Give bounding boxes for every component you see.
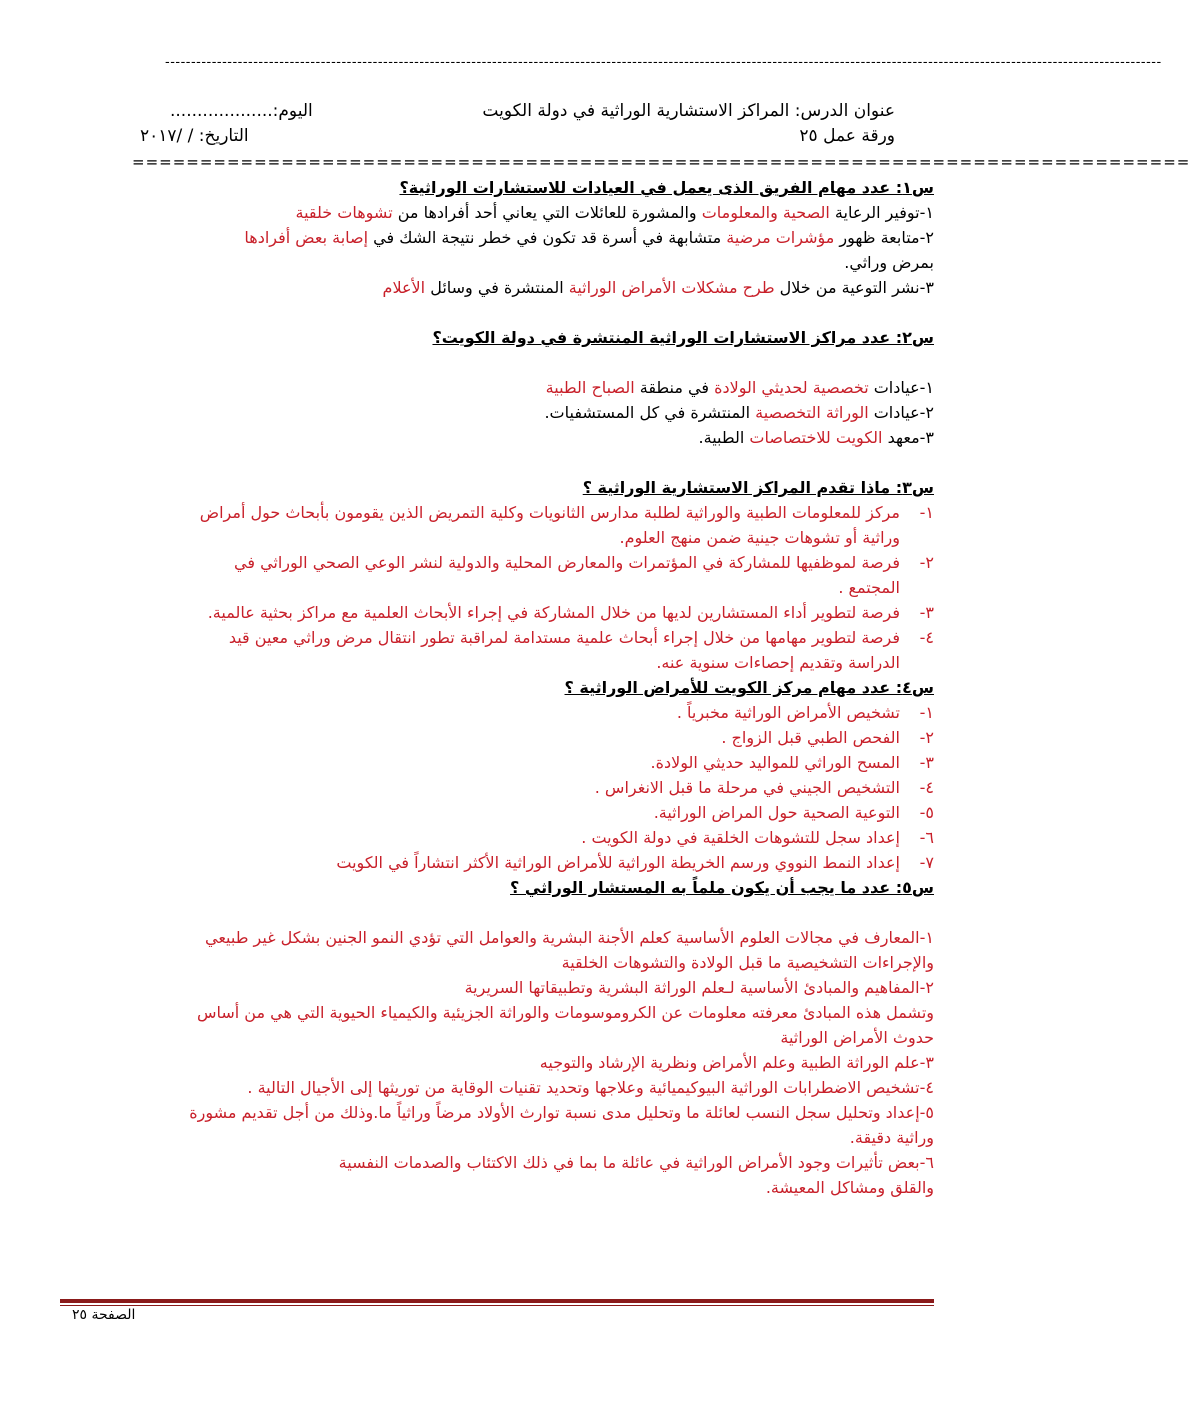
q5-line-2: والإجراءات التشخيصية ما قبل الولادة والتشوهات الخلقية xyxy=(561,953,934,972)
worksheet-content xyxy=(70,175,934,1200)
q5-line-1: ١-المعارف في مجالات العلوم الأساسية كعلم الأجنة البشرية والعوامل التي تؤدي النمو الجنين بشكل غير طبيعي xyxy=(205,928,934,947)
q2-title: س٢: عدد مراكز الاستشارات الوراثية المنتشرة في دولة الكويت؟ xyxy=(432,328,934,347)
q4-item-4: ٤-التشخيص الجيني في مرحلة ما قبل الانغراس . xyxy=(594,778,934,797)
lesson-title: عنوان الدرس: المراكز الاستشارية الوراثية في دولة الكويت xyxy=(482,101,895,121)
q5-line-5: حدوث الأمراض الوراثية xyxy=(780,1028,934,1047)
q4-item-3: ٣-المسح الوراثي للمواليد حديثي الولادة. xyxy=(650,753,934,772)
worksheet-number: ورقة عمل ٢٥ xyxy=(799,126,895,146)
q4-item-1: ١-تشخيص الأمراض الوراثية مخبرياً . xyxy=(676,703,934,722)
q5-line-9: وراثية دقيقة. xyxy=(849,1128,934,1147)
q5-line-11: والقلق ومشاكل المعيشة. xyxy=(765,1178,934,1197)
q3-item-2-cont: المجتمع . xyxy=(838,578,900,597)
q1-item-2: ٢-متابعة ظهور مؤشرات مرضية متشابهة في أسرة قد تكون في خطر نتيجة الشك في إصابة بعض أفرادها xyxy=(244,228,934,247)
q2-item-2: ٢-عيادات الوراثة التخصصية المنتشرة في كل المستشفيات. xyxy=(544,403,934,422)
footer-rule-thin xyxy=(60,1305,934,1306)
footer-rule xyxy=(60,1299,934,1303)
q5-line-7: ٤-تشخيص الاضطرابات الوراثية البيوكيميائية وعلاجها وتحديد تقنيات الوقاية من توريثها إلى الأجيال التالية . xyxy=(247,1078,934,1097)
q1-item-1: ١-توفير الرعاية الصحية والمعلومات والمشورة للعائلات التي يعاني أحد أفرادها من تشوهات خلقية xyxy=(295,203,934,222)
q5-line-4: وتشمل هذه المبادئ معرفته معلومات عن الكروموسومات والوراثة الجزيئية والكيمياء الحيوية التي هي من أساس xyxy=(196,1003,934,1022)
q5-line-6: ٣-علم الوراثة الطبية وعلم الأمراض ونظرية الإرشاد والتوجيه xyxy=(539,1053,934,1072)
q2-item-3: ٣-معهد الكويت للاختصاصات الطبية. xyxy=(698,428,934,447)
q4-item-7: ٧-إعداد النمط النووي ورسم الخريطة الوراثية للأمراض الوراثية الأكثر انتشاراً في الكويت xyxy=(336,853,934,872)
q2-item-1: ١-عيادات تخصصية لحديثي الولادة في منطقة الصباح الطبية xyxy=(545,378,934,397)
q3-item-4-cont: الدراسة وتقديم إحصاءات سنوية عنه. xyxy=(656,653,900,672)
q1-title: س١: عدد مهام الفريق الذى يعمل في العيادات للاستشارات الوراثية؟ xyxy=(399,178,934,197)
q1-item-2-cont: بمرض وراثي. xyxy=(844,253,934,272)
day-label: اليوم:................... xyxy=(170,101,313,121)
q3-item-1-cont: وراثية أو تشوهات جينية ضمن منهج العلوم. xyxy=(619,528,900,547)
page-number: الصفحة ٢٥ xyxy=(72,1307,136,1323)
double-rule: ============================================================================== xyxy=(132,153,1190,171)
q1-item-3: ٣-نشر التوعية من خلال طرح مشكلات الأمراض الوراثية المنتشرة في وسائل الأعلام xyxy=(382,278,934,297)
q3-item-4: ٤-فرصة لتطوير مهامها من خلال إجراء أبحاث علمية مستدامة لمراقبة تطور انتقال مرض وراثي معين قيد xyxy=(228,628,934,647)
q5-line-8: ٥-إعداد وتحليل سجل النسب لعائلة ما وتحليل مدى نسبة توارث الأولاد مرضاً وراثياً ما.وذلك من أجل تقديم مشورة xyxy=(189,1103,934,1122)
q5-line-10: ٦-بعض تأثيرات وجود الأمراض الوراثية في عائلة ما بما في ذلك الاكتئاب والصدمات النفسية xyxy=(338,1153,934,1172)
q4-item-6: ٦-إعداد سجل للتشوهات الخلقية في دولة الكويت . xyxy=(581,828,934,847)
q3-item-3: ٣-فرصة لتطوير أداء المستشارين لديها من خلال المشاركة في إجراء الأبحاث العلمية مع مراكز بحثية عالمية. xyxy=(207,603,934,622)
q5-title: س٥: عدد ما يجب أن يكون ملماً به المستشار الوراثي ؟ xyxy=(510,878,934,897)
q3-item-1: ١-مركز للمعلومات الطبية والوراثية لطلبة مدارس الثانويات وكلية التمريض الذين يقومون بأبحاث حول أمراض xyxy=(199,503,934,522)
q3-title: س٣: ماذا تقدم المراكز الاستشارية الوراثية ؟ xyxy=(582,478,934,497)
q4-item-2: ٢-الفحص الطبي قبل الزواج . xyxy=(721,728,934,747)
q5-line-3: ٢-المفاهيم والمبادئ الأساسية لـعلم الوراثة البشرية وتطبيقاتها السريرية xyxy=(464,978,934,997)
q4-item-5: ٥-التوعية الصحية حول المراض الوراثية. xyxy=(653,803,934,822)
q4-title: س٤: عدد مهام مركز الكويت للأمراض الوراثية ؟ xyxy=(564,678,934,697)
date-label: التاريخ: / /٢٠١٧ xyxy=(140,126,249,146)
q3-item-2: ٢-فرصة لموظفيها للمشاركة في المؤتمرات والمعارض المحلية والدولية لنشر الوعي الصحي الوراثي في xyxy=(234,553,934,572)
top-dashed-rule: ------------------------------------------------------------------------------------------------------------------------------------------------------------------------------------------------ xyxy=(165,55,1162,70)
